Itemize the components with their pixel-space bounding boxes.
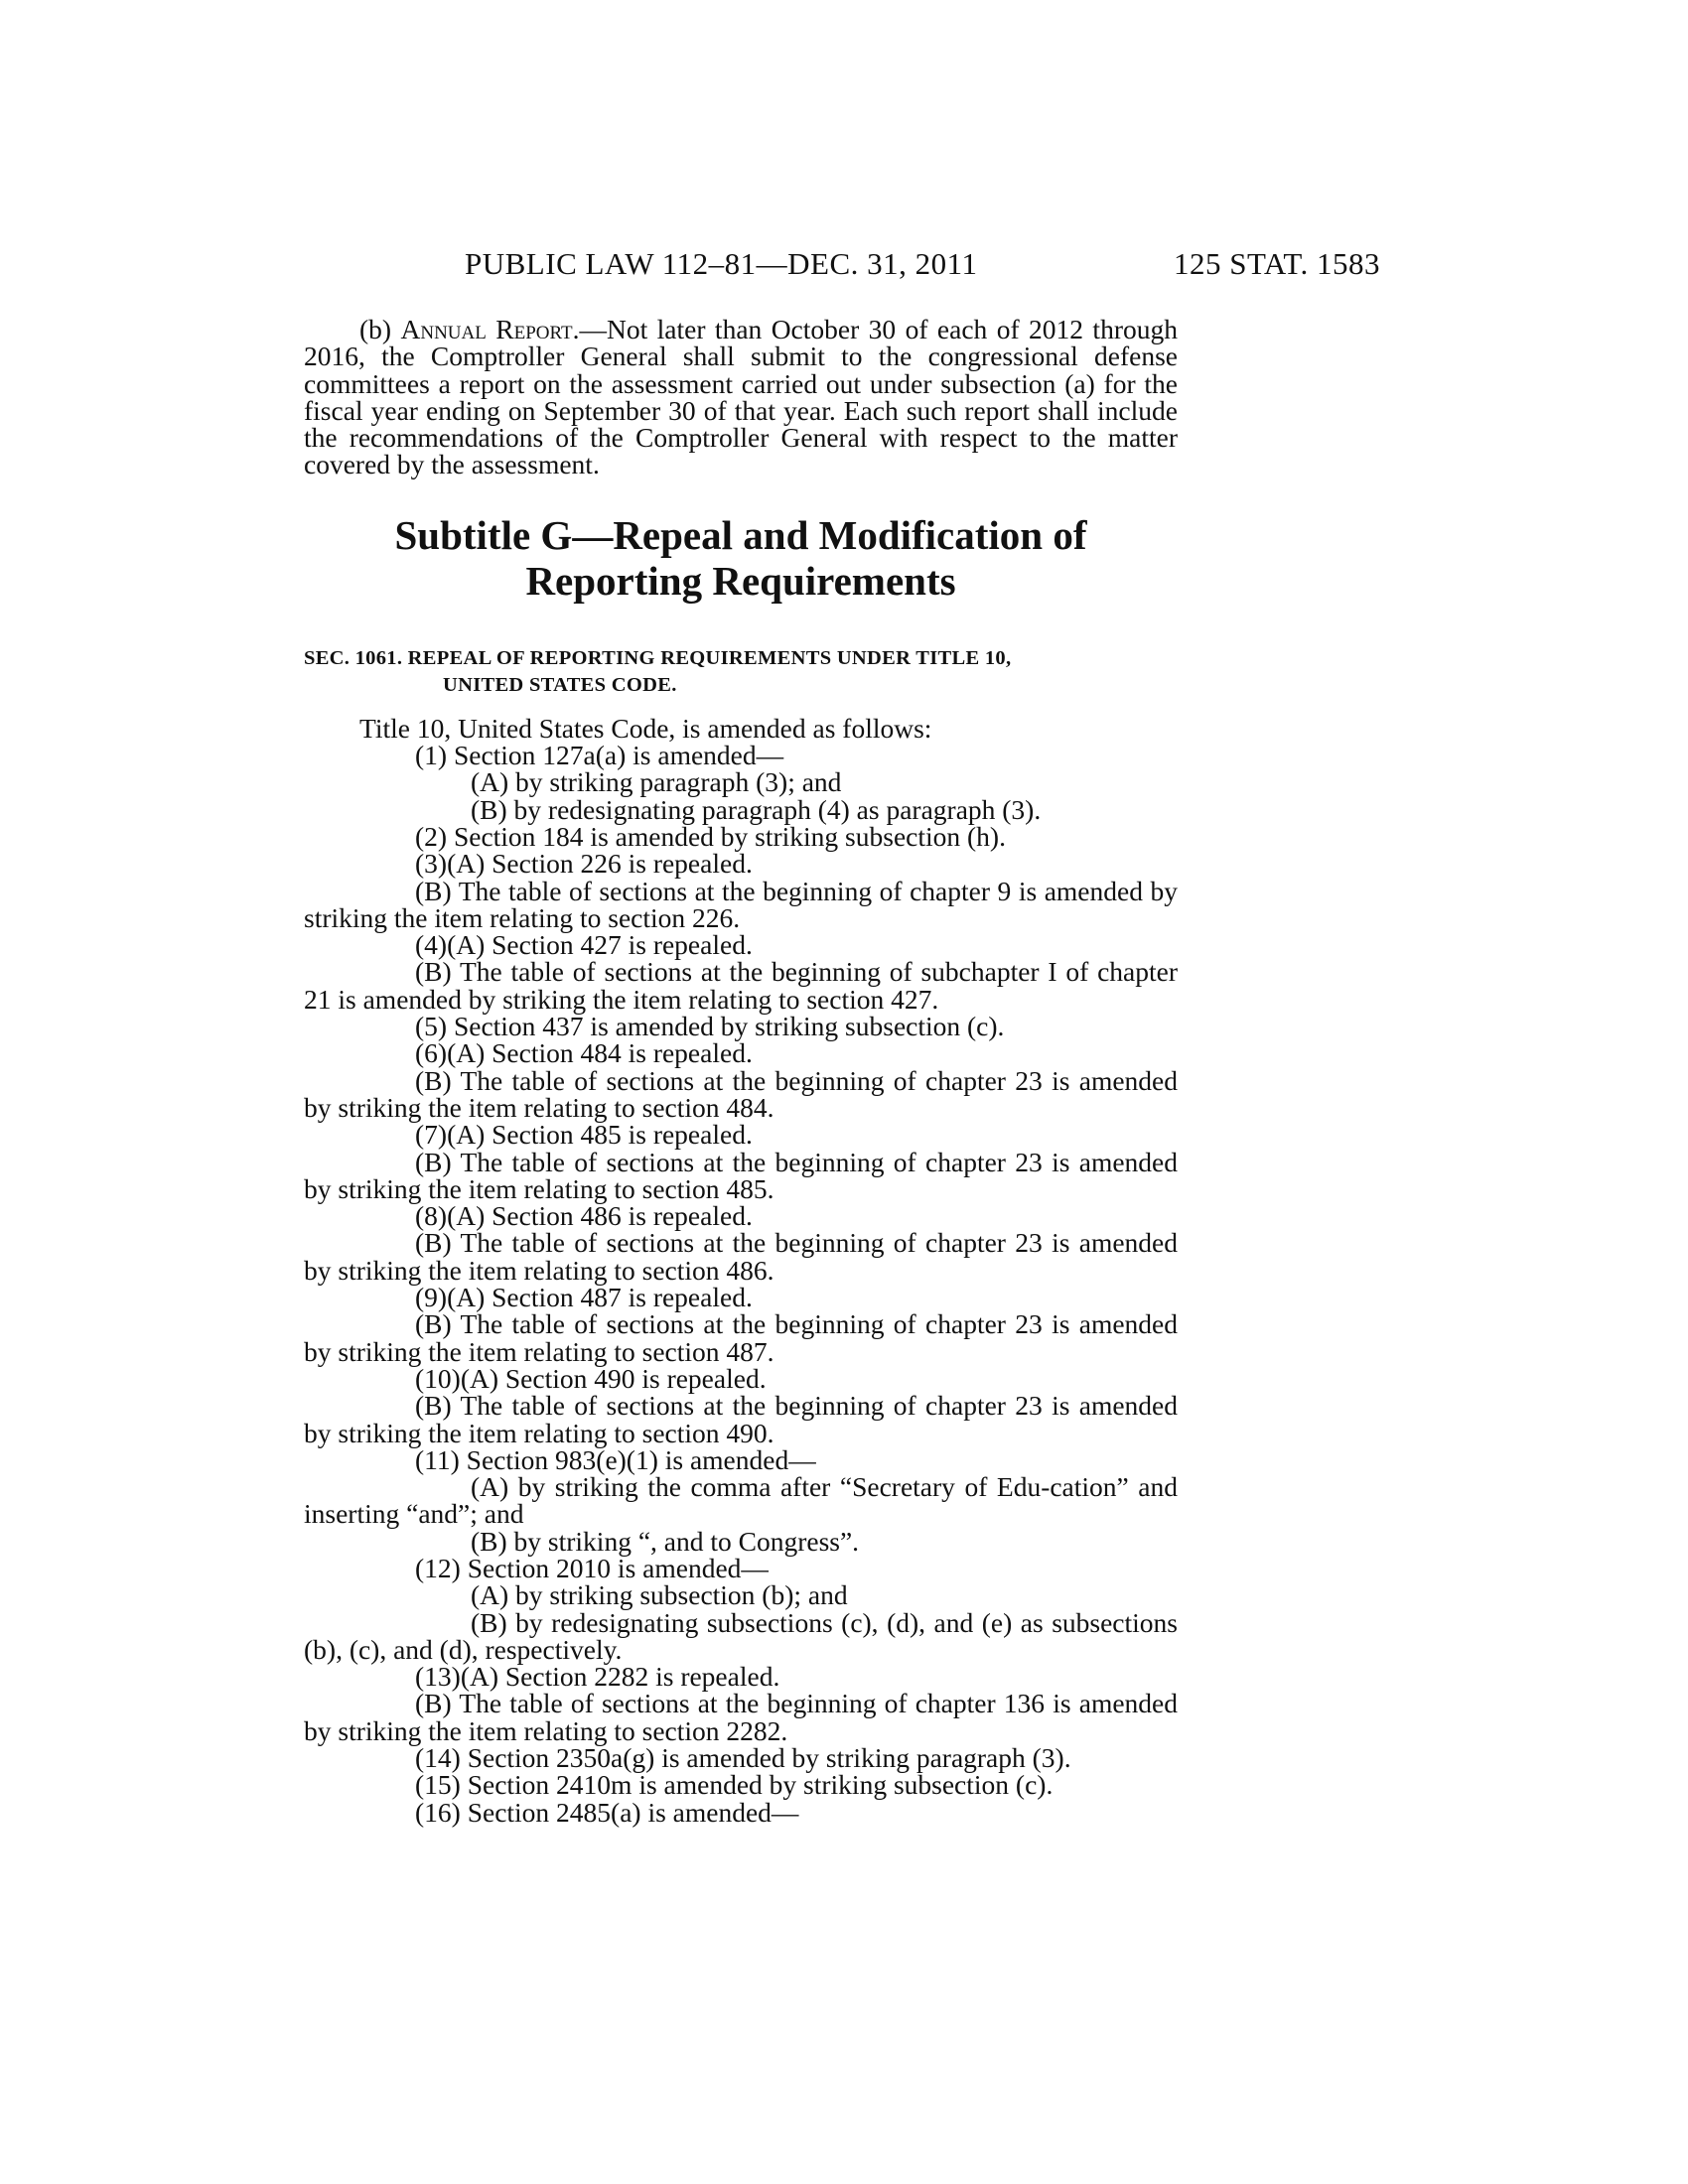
section-body [304, 712, 1178, 1828]
section-heading-line-1: SEC. 1061. REPEAL OF REPORTING REQUIREMENTS UNDER TITLE 10, [304, 646, 1012, 669]
list-item: (1) Section 127a(a) is amended— [415, 740, 784, 771]
list-item: (B) The table of sections at the beginning of chapter 23 is amended by striking the item relating to section 487. [304, 1308, 1178, 1367]
list-item: (14) Section 2350a(g) is amended by striking paragraph (3). [415, 1742, 1071, 1774]
list-item: (B) The table of sections at the beginning of subchapter I of chapter 21 is amended by striking the item relating to section 427. [304, 956, 1178, 1015]
subsection-label: (b) [359, 314, 401, 344]
list-item: (8)(A) Section 486 is repealed. [415, 1200, 753, 1232]
page-content [304, 316, 1178, 1826]
list-item: (5) Section 437 is amended by striking subsection (c). [415, 1011, 1005, 1042]
list-item: (6)(A) Section 484 is repealed. [415, 1037, 753, 1069]
list-item: (B) by striking “, and to Congress”. [471, 1525, 860, 1557]
section-heading-line-2: UNITED STATES CODE. [443, 673, 677, 696]
list-item: Title 10, United States Code, is amended as follows: [359, 712, 932, 744]
list-item: (B) The table of sections at the beginning of chapter 23 is amended by striking the item relating to section 490. [304, 1390, 1178, 1448]
list-item: (B) The table of sections at the beginning of chapter 23 is amended by striking the item relating to section 486. [304, 1227, 1178, 1286]
running-header [298, 246, 1380, 286]
list-item: (B) The table of sections at the beginning of chapter 23 is amended by striking the item relating to section 484. [304, 1064, 1178, 1123]
list-item: (4)(A) Section 427 is repealed. [415, 929, 753, 961]
list-item: (15) Section 2410m is amended by striking subsection (c). [415, 1769, 1054, 1801]
subsection-caption: Annual Report [400, 314, 573, 344]
subtitle-heading [304, 512, 1178, 604]
list-item: (B) by redesignating subsections (c), (d), and (e) as subsections (b), (c), and (d), respectively. [304, 1606, 1178, 1665]
list-item: (16) Section 2485(a) is amended— [415, 1796, 799, 1828]
list-item: (A) by striking paragraph (3); and [471, 766, 842, 798]
subsection-text: .—Not later than October 30 of each of 2012 through 2016, the Comptroller General shall submit to the congressional defense committees a report on the assessment carried out under subsection (a) for the fiscal year ending on September 30 of that year. Each such report shall include the recommendations of the Comptroller General with respect to the matter covered by the assessment. [304, 314, 1178, 480]
public-law-citation: PUBLIC LAW 112–81—DEC. 31, 2011 [465, 246, 978, 281]
section-heading [304, 645, 1178, 699]
list-item: (11) Section 983(e)(1) is amended— [415, 1443, 816, 1475]
statute-page-number: 125 STAT. 1583 [1173, 246, 1380, 281]
list-item: (12) Section 2010 is amended— [415, 1552, 769, 1583]
subtitle-line-1: Subtitle G—Repeal and Modification of [394, 511, 1087, 558]
list-item: (10)(A) Section 490 is repealed. [415, 1362, 767, 1394]
list-item: (13)(A) Section 2282 is repealed. [415, 1661, 780, 1693]
list-item: (B) The table of sections at the beginning of chapter 9 is amended by striking the item relating to section 226. [304, 875, 1178, 933]
list-item: (A) by striking subsection (b); and [471, 1579, 848, 1611]
list-item: (3)(A) Section 226 is repealed. [415, 848, 753, 880]
list-item: (B) The table of sections at the beginning of chapter 23 is amended by striking the item relating to section 485. [304, 1146, 1178, 1204]
list-item: (B) The table of sections at the beginning of chapter 136 is amended by striking the item relating to section 2282. [304, 1688, 1178, 1746]
list-item: (9)(A) Section 487 is repealed. [415, 1282, 753, 1313]
list-item: (A) by striking the comma after “Secretary of Edu-cation” and inserting “and”; and [304, 1471, 1178, 1530]
list-item: (B) by redesignating paragraph (4) as paragraph (3). [471, 793, 1042, 825]
list-item: (2) Section 184 is amended by striking subsection (h). [415, 820, 1006, 852]
list-item: (7)(A) Section 485 is repealed. [415, 1119, 753, 1151]
annual-report-paragraph [304, 316, 1178, 478]
subtitle-line-2: Reporting Requirements [525, 557, 956, 604]
